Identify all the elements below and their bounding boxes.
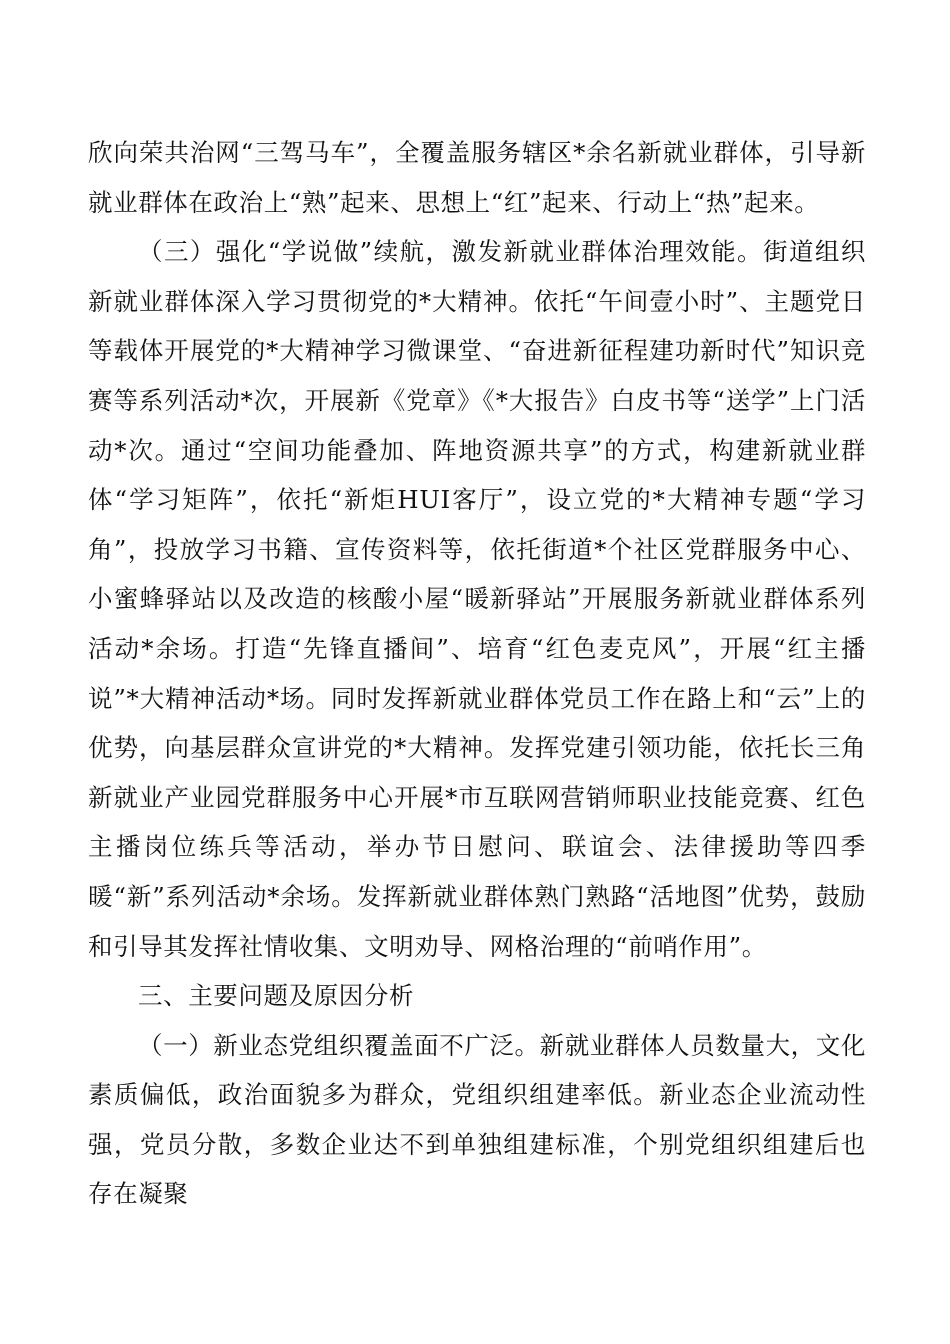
paragraph-section-three: （三）强化“学说做”续航，激发新就业群体治理效能。街道组织新就业群体深入学习贯彻党的*大精神。依托“午间壹小时”、主题党日等载体开展党的*大精神学习微课堂、“奋进新征程建功新时代”知识竞赛等系列活动*次，开展新《党章》《*大报告》白皮书等“送学”上门活动*次。通过“空间功能叠加、阵地资源共享”的方式，构建新就业群体“学习矩阵”，依托“新炬HUI客厅”，设立党的*大精神专题“学习角”，投放学习书籍、宣传资料等，依托街道*个社区党群服务中心、小蜜蜂驿站以及改造的核酸小屋“暖新驿站”开展服务新就业群体系列活动*余场。打造“先锋直播间”、培育“红色麦克风”，开展“红主播说”*大精神活动*场。同时发挥新就业群体党员工作在路上和“云”上的优势，向基层群众宣讲党的*大精神。发挥党建引领功能，依托长三角新就业产业园党群服务中心开展*市互联网营销师职业技能竞赛、红色主播岗位练兵等活动，举办节日慰问、联谊会、法律援助等四季暖“新”系列活动*余场。发挥新就业群体熟门熟路“活地图”优势，鼓励和引导其发挥社情收集、文明劝导、网格治理的“前哨作用”。 [88,237,866,961]
section-heading-problems: 三、主要问题及原因分析 [138,981,415,1011]
document-body [88,128,866,1219]
paragraph-continuation: 欣向荣共治网“三驾马车”，全覆盖服务辖区*余名新就业群体，引导新就业群体在政治上“熟”起来、思想上“红”起来、行动上“热”起来。 [88,138,866,217]
paragraph-subsection-one: （一）新业态党组织覆盖面不广泛。新就业群体人员数量大，文化素质偏低，政治面貌多为群众，党组织组建率低。新业态企业流动性强，党员分散，多数企业达不到单独组建标准，个别党组织组建后也存在凝聚 [88,1030,866,1209]
